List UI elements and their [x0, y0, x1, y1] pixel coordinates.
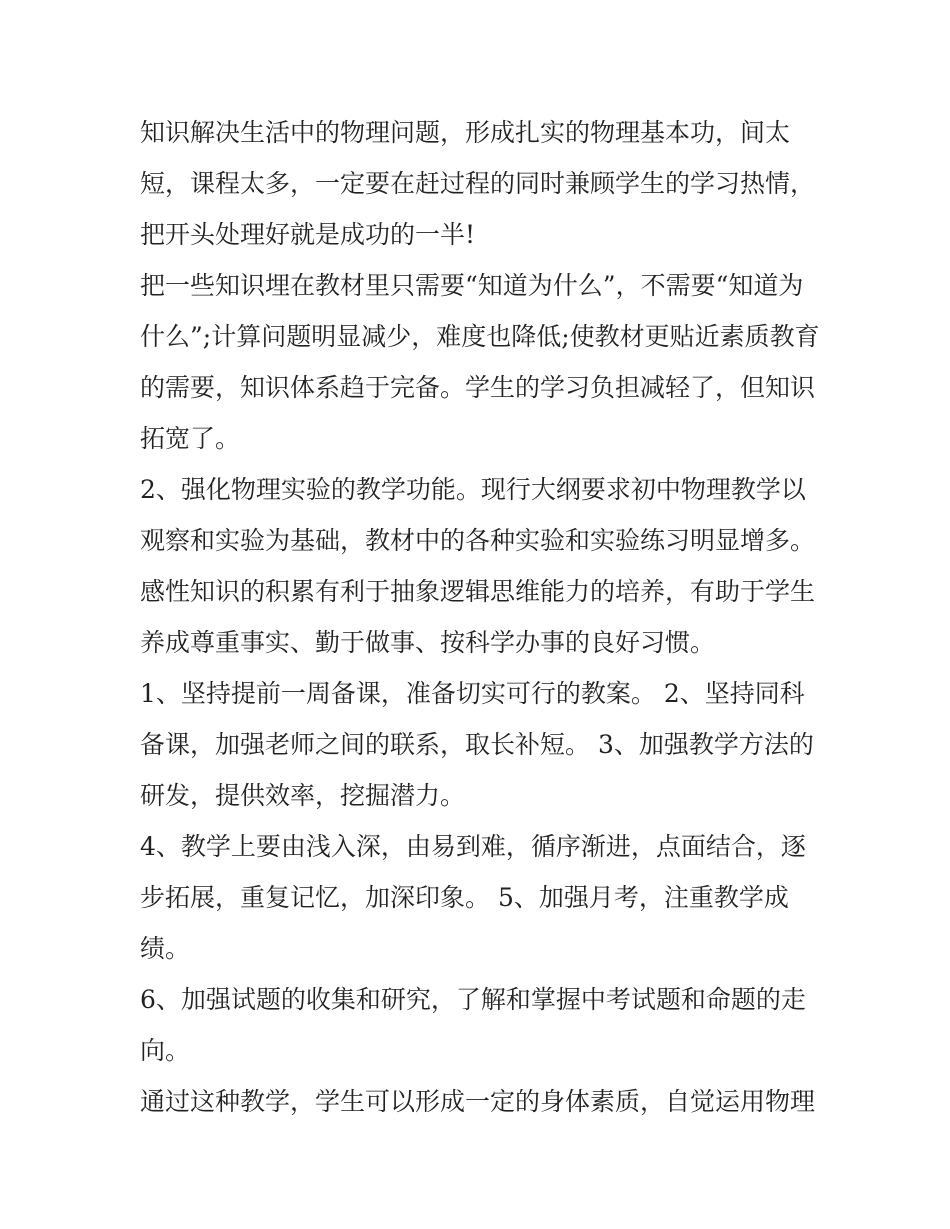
text-line: 知识解决生活中的物理问题，形成扎实的物理基本功，间太: [140, 118, 791, 147]
text-line: 备课，加强老师之间的联系，取长补短。 3、加强教学方法的: [140, 730, 814, 759]
text-line: 把开头处理好就是成功的一半!: [140, 220, 476, 249]
text-line: 绩。: [140, 934, 191, 963]
text-line: 的需要，知识体系趋于完备。学生的学习负担减轻了，但知识: [140, 373, 816, 402]
text-line: 感性知识的积累有利于抽象逻辑思维能力的培养，有助于学生: [140, 577, 816, 606]
text-line: 观察和实验为基础，教材中的各种实验和实验练习明显增多。: [140, 526, 816, 555]
text-line: 2、强化物理实验的教学功能。现行大纲要求初中物理教学以: [140, 475, 806, 504]
text-line: 4、教学上要由浅入深，由易到难，循序渐进，点面结合，逐: [140, 832, 806, 861]
document-body: [140, 107, 830, 1127]
text-line: 向。: [140, 1036, 191, 1065]
text-line: 拓宽了。: [140, 424, 241, 453]
text-line: 短，课程太多，一定要在赶过程的同时兼顾学生的学习热情，: [140, 169, 816, 198]
text-line: 通过这种教学，学生可以形成一定的身体素质，自觉运用物理: [140, 1087, 816, 1116]
text-line: 把一些知识埋在教材里只需要“知道为什么”，不需要“知道为: [140, 271, 804, 300]
text-line: 研发，提供效率，挖掘潜力。: [140, 781, 466, 810]
text-line: 步拓展，重复记忆，加深印象。 5、加强月考，注重教学成: [140, 883, 789, 912]
text-line: 6、加强试题的收集和研究，了解和掌握中考试题和命题的走: [140, 985, 806, 1014]
text-line: 养成尊重事实、勤于做事、按科学办事的良好习惯。: [140, 628, 716, 657]
text-line: 1、坚持提前一周备课，准备切实可行的教案。 2、坚持同科: [140, 679, 805, 708]
text-line: 什么”;计算问题明显减少，难度也降低;使教材更贴近素质教育: [140, 322, 820, 351]
